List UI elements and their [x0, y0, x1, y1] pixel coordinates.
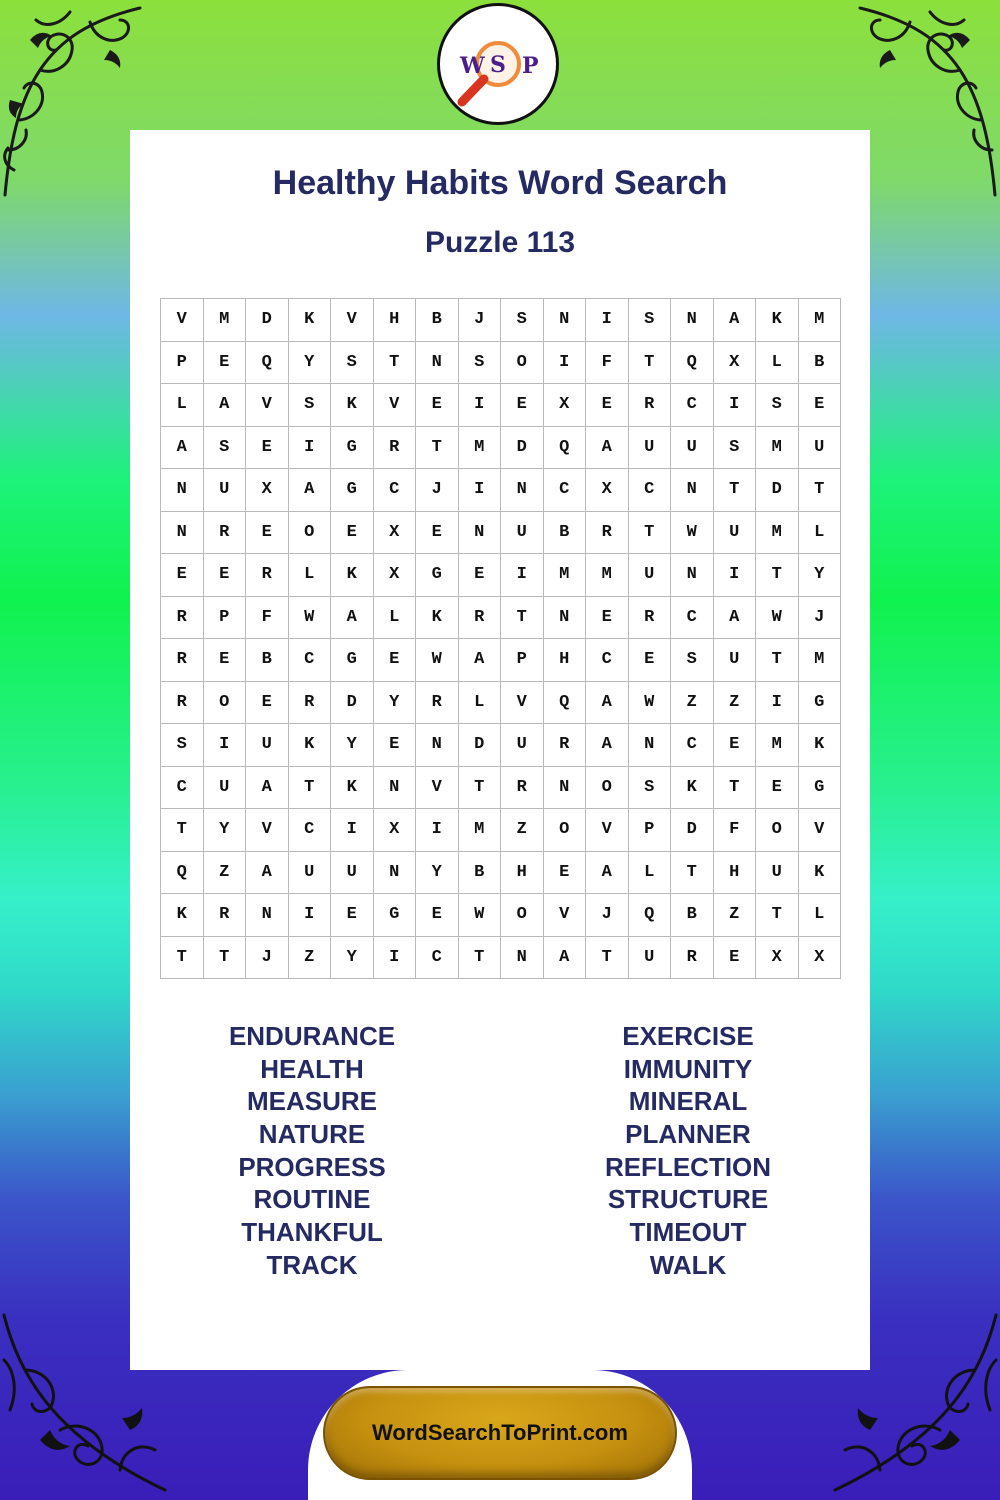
grid-cell[interactable]: D: [756, 469, 799, 512]
corner-ornament-top-right: [850, 0, 1000, 200]
grid-cell[interactable]: A: [586, 427, 629, 470]
grid-cell[interactable]: I: [459, 469, 502, 512]
grid-cell[interactable]: K: [756, 299, 799, 342]
grid-cell[interactable]: G: [416, 554, 459, 597]
grid-cell[interactable]: E: [544, 852, 587, 895]
word-list-left-column: [162, 1020, 462, 1282]
grid-cell[interactable]: A: [586, 682, 629, 725]
grid-cell[interactable]: S: [629, 299, 672, 342]
grid-cell[interactable]: C: [289, 809, 332, 852]
grid-cell[interactable]: U: [714, 512, 757, 555]
grid-cell[interactable]: K: [331, 767, 374, 810]
grid-cell[interactable]: R: [204, 894, 247, 937]
grid-cell[interactable]: Q: [671, 342, 714, 385]
grid-cell[interactable]: B: [416, 299, 459, 342]
grid-cell[interactable]: E: [714, 937, 757, 980]
grid-cell[interactable]: E: [714, 724, 757, 767]
word-list-item: MINERAL: [628, 1086, 748, 1117]
grid-cell[interactable]: Z: [289, 937, 332, 980]
grid-cell[interactable]: N: [544, 597, 587, 640]
grid-cell[interactable]: L: [374, 597, 417, 640]
word-list-right-column: [538, 1020, 838, 1282]
wsp-logo[interactable]: [437, 3, 559, 125]
grid-cell[interactable]: T: [629, 342, 672, 385]
grid-cell[interactable]: K: [799, 852, 842, 895]
grid-cell[interactable]: P: [629, 809, 672, 852]
grid-cell[interactable]: V: [374, 384, 417, 427]
grid-cell[interactable]: K: [289, 299, 332, 342]
grid-cell[interactable]: E: [204, 639, 247, 682]
grid-cell[interactable]: N: [246, 894, 289, 937]
grid-cell[interactable]: X: [374, 554, 417, 597]
grid-cell[interactable]: O: [586, 767, 629, 810]
grid-cell[interactable]: L: [459, 682, 502, 725]
letter-grid[interactable]: [160, 298, 841, 979]
corner-ornament-top-left: [0, 0, 150, 200]
grid-cell[interactable]: U: [756, 852, 799, 895]
grid-cell[interactable]: W: [289, 597, 332, 640]
grid-cell[interactable]: L: [161, 384, 204, 427]
grid-cell[interactable]: W: [756, 597, 799, 640]
grid-cell[interactable]: U: [799, 427, 842, 470]
grid-cell[interactable]: A: [161, 427, 204, 470]
grid-cell[interactable]: V: [544, 894, 587, 937]
grid-cell[interactable]: Q: [544, 427, 587, 470]
grid-cell[interactable]: R: [629, 384, 672, 427]
grid-cell[interactable]: I: [331, 809, 374, 852]
grid-cell[interactable]: Y: [799, 554, 842, 597]
grid-cell[interactable]: R: [161, 639, 204, 682]
grid-cell[interactable]: N: [374, 767, 417, 810]
grid-cell[interactable]: N: [671, 554, 714, 597]
grid-cell[interactable]: T: [161, 809, 204, 852]
grid-cell[interactable]: M: [756, 724, 799, 767]
grid-cell[interactable]: V: [246, 384, 289, 427]
grid-cell[interactable]: K: [671, 767, 714, 810]
grid-cell[interactable]: I: [714, 384, 757, 427]
grid-cell[interactable]: U: [501, 724, 544, 767]
grid-cell[interactable]: R: [459, 597, 502, 640]
grid-cell[interactable]: E: [586, 384, 629, 427]
grid-cell[interactable]: T: [204, 937, 247, 980]
grid-cell[interactable]: W: [416, 639, 459, 682]
grid-cell[interactable]: D: [671, 809, 714, 852]
grid-cell[interactable]: K: [289, 724, 332, 767]
word-list-item: HEALTH: [260, 1053, 364, 1084]
grid-cell[interactable]: H: [374, 299, 417, 342]
grid-cell[interactable]: Q: [246, 342, 289, 385]
grid-cell[interactable]: W: [629, 682, 672, 725]
grid-cell[interactable]: S: [161, 724, 204, 767]
grid-cell[interactable]: N: [459, 512, 502, 555]
grid-cell[interactable]: E: [204, 342, 247, 385]
grid-cell[interactable]: Q: [161, 852, 204, 895]
grid-cell[interactable]: T: [756, 639, 799, 682]
grid-cell[interactable]: I: [544, 342, 587, 385]
grid-cell[interactable]: M: [459, 809, 502, 852]
grid-cell[interactable]: X: [586, 469, 629, 512]
grid-cell[interactable]: A: [586, 724, 629, 767]
grid-cell[interactable]: S: [331, 342, 374, 385]
grid-cell[interactable]: H: [501, 852, 544, 895]
grid-cell[interactable]: V: [246, 809, 289, 852]
grid-cell[interactable]: A: [459, 639, 502, 682]
grid-cell[interactable]: R: [586, 512, 629, 555]
grid-cell[interactable]: X: [374, 809, 417, 852]
grid-cell[interactable]: K: [331, 554, 374, 597]
grid-cell[interactable]: T: [161, 937, 204, 980]
grid-cell[interactable]: E: [586, 597, 629, 640]
logo-letter-p: P: [522, 53, 539, 79]
grid-cell[interactable]: U: [246, 724, 289, 767]
grid-cell[interactable]: E: [416, 512, 459, 555]
grid-cell[interactable]: B: [671, 894, 714, 937]
grid-cell[interactable]: N: [671, 299, 714, 342]
grid-cell[interactable]: U: [331, 852, 374, 895]
grid-cell[interactable]: E: [501, 384, 544, 427]
grid-cell[interactable]: Y: [416, 852, 459, 895]
grid-cell[interactable]: I: [586, 299, 629, 342]
grid-cell[interactable]: A: [246, 767, 289, 810]
grid-cell[interactable]: A: [246, 852, 289, 895]
grid-cell[interactable]: I: [501, 554, 544, 597]
word-list-item: NATURE: [258, 1119, 366, 1150]
grid-cell[interactable]: E: [161, 554, 204, 597]
grid-cell[interactable]: T: [289, 767, 332, 810]
puzzle-sheet: [130, 130, 870, 1370]
grid-cell[interactable]: J: [799, 597, 842, 640]
grid-cell[interactable]: A: [714, 597, 757, 640]
grid-cell[interactable]: Y: [289, 342, 332, 385]
grid-cell[interactable]: V: [331, 299, 374, 342]
word-list-item: ROUTINE: [253, 1184, 371, 1215]
grid-cell[interactable]: A: [586, 852, 629, 895]
grid-cell[interactable]: O: [501, 342, 544, 385]
grid-cell[interactable]: O: [289, 512, 332, 555]
word-list-item: PLANNER: [625, 1119, 751, 1150]
grid-cell[interactable]: W: [671, 512, 714, 555]
grid-cell[interactable]: F: [246, 597, 289, 640]
grid-cell[interactable]: S: [671, 639, 714, 682]
grid-cell[interactable]: C: [586, 639, 629, 682]
grid-cell[interactable]: T: [799, 469, 842, 512]
grid-cell[interactable]: P: [501, 639, 544, 682]
grid-cell[interactable]: D: [459, 724, 502, 767]
grid-cell[interactable]: I: [416, 809, 459, 852]
grid-cell[interactable]: E: [331, 512, 374, 555]
grid-cell[interactable]: F: [586, 342, 629, 385]
grid-cell[interactable]: L: [756, 342, 799, 385]
grid-cell[interactable]: N: [544, 767, 587, 810]
grid-cell[interactable]: F: [714, 809, 757, 852]
grid-cell[interactable]: D: [331, 682, 374, 725]
grid-cell[interactable]: R: [501, 767, 544, 810]
grid-cell[interactable]: E: [416, 384, 459, 427]
word-list-item: MEASURE: [246, 1086, 377, 1117]
grid-cell[interactable]: R: [289, 682, 332, 725]
grid-cell[interactable]: C: [544, 469, 587, 512]
grid-cell[interactable]: G: [331, 427, 374, 470]
grid-cell[interactable]: S: [459, 342, 502, 385]
grid-cell[interactable]: B: [544, 512, 587, 555]
word-list-item: TIMEOUT: [629, 1217, 747, 1248]
grid-cell[interactable]: C: [671, 597, 714, 640]
grid-cell[interactable]: J: [416, 469, 459, 512]
grid-cell[interactable]: U: [204, 469, 247, 512]
grid-cell[interactable]: B: [459, 852, 502, 895]
grid-cell[interactable]: T: [586, 937, 629, 980]
grid-cell[interactable]: L: [629, 852, 672, 895]
grid-cell[interactable]: T: [629, 512, 672, 555]
website-button[interactable]: WordSearchToPrint.com: [323, 1386, 677, 1480]
grid-cell[interactable]: E: [416, 894, 459, 937]
grid-cell[interactable]: C: [161, 767, 204, 810]
grid-cell[interactable]: L: [799, 512, 842, 555]
grid-cell[interactable]: E: [374, 724, 417, 767]
grid-cell[interactable]: T: [374, 342, 417, 385]
word-list-item: STRUCTURE: [607, 1184, 769, 1215]
grid-cell[interactable]: S: [629, 767, 672, 810]
grid-cell[interactable]: U: [629, 554, 672, 597]
grid-cell[interactable]: A: [289, 469, 332, 512]
grid-cell[interactable]: R: [161, 682, 204, 725]
grid-cell[interactable]: N: [374, 852, 417, 895]
grid-cell[interactable]: Z: [714, 894, 757, 937]
grid-cell[interactable]: E: [331, 894, 374, 937]
grid-cell[interactable]: G: [799, 682, 842, 725]
grid-cell[interactable]: E: [799, 384, 842, 427]
grid-cell[interactable]: B: [246, 639, 289, 682]
grid-cell[interactable]: I: [756, 682, 799, 725]
grid-cell[interactable]: K: [799, 724, 842, 767]
grid-cell[interactable]: M: [544, 554, 587, 597]
grid-cell[interactable]: R: [671, 937, 714, 980]
grid-cell[interactable]: I: [459, 384, 502, 427]
grid-cell[interactable]: I: [204, 724, 247, 767]
grid-cell[interactable]: E: [459, 554, 502, 597]
grid-cell[interactable]: O: [756, 809, 799, 852]
grid-cell[interactable]: Y: [331, 937, 374, 980]
word-list-item: PROGRESS: [238, 1151, 386, 1182]
grid-cell[interactable]: E: [246, 512, 289, 555]
grid-cell[interactable]: X: [714, 342, 757, 385]
grid-cell[interactable]: N: [161, 512, 204, 555]
grid-cell[interactable]: Y: [374, 682, 417, 725]
grid-cell[interactable]: C: [671, 724, 714, 767]
grid-cell[interactable]: M: [799, 299, 842, 342]
grid-cell[interactable]: U: [714, 639, 757, 682]
logo-letter-w: W: [460, 53, 485, 79]
magnifier-icon: [440, 6, 556, 122]
word-list-item: WALK: [649, 1249, 727, 1280]
grid-cell[interactable]: W: [459, 894, 502, 937]
grid-cell[interactable]: A: [331, 597, 374, 640]
grid-cell[interactable]: H: [544, 639, 587, 682]
grid-cell[interactable]: N: [416, 724, 459, 767]
grid-cell[interactable]: A: [204, 384, 247, 427]
word-list-item: EXERCISE: [622, 1021, 754, 1051]
grid-cell[interactable]: T: [671, 852, 714, 895]
grid-cell[interactable]: N: [671, 469, 714, 512]
grid-cell[interactable]: A: [544, 937, 587, 980]
grid-cell[interactable]: O: [501, 894, 544, 937]
grid-cell[interactable]: N: [501, 469, 544, 512]
grid-cell[interactable]: E: [204, 554, 247, 597]
grid-cell[interactable]: C: [289, 639, 332, 682]
grid-cell[interactable]: J: [586, 894, 629, 937]
grid-cell[interactable]: T: [459, 767, 502, 810]
grid-cell[interactable]: G: [374, 894, 417, 937]
grid-cell[interactable]: T: [416, 427, 459, 470]
grid-cell[interactable]: D: [501, 427, 544, 470]
grid-cell[interactable]: V: [161, 299, 204, 342]
grid-cell[interactable]: Z: [501, 809, 544, 852]
grid-cell[interactable]: S: [204, 427, 247, 470]
grid-cell[interactable]: I: [289, 894, 332, 937]
grid-cell[interactable]: E: [246, 682, 289, 725]
grid-cell[interactable]: K: [331, 384, 374, 427]
grid-cell[interactable]: Z: [671, 682, 714, 725]
page-title: Healthy Habits Word Search: [272, 164, 728, 202]
grid-cell[interactable]: T: [714, 767, 757, 810]
logo-letter-s: S: [490, 52, 506, 78]
grid-cell[interactable]: E: [756, 767, 799, 810]
grid-cell[interactable]: S: [289, 384, 332, 427]
grid-cell[interactable]: M: [756, 512, 799, 555]
grid-cell[interactable]: E: [629, 639, 672, 682]
grid-cell[interactable]: L: [289, 554, 332, 597]
grid-cell[interactable]: R: [161, 597, 204, 640]
grid-cell[interactable]: S: [714, 427, 757, 470]
grid-cell[interactable]: C: [374, 469, 417, 512]
grid-cell[interactable]: N: [544, 299, 587, 342]
grid-cell[interactable]: C: [629, 469, 672, 512]
grid-cell[interactable]: Q: [544, 682, 587, 725]
grid-cell[interactable]: I: [289, 427, 332, 470]
grid-cell[interactable]: G: [799, 767, 842, 810]
grid-cell[interactable]: C: [671, 384, 714, 427]
grid-cell[interactable]: K: [161, 894, 204, 937]
grid-cell[interactable]: R: [246, 554, 289, 597]
grid-cell[interactable]: U: [629, 937, 672, 980]
word-list-item: TRACK: [266, 1249, 358, 1280]
grid-cell[interactable]: R: [544, 724, 587, 767]
grid-cell[interactable]: T: [714, 469, 757, 512]
grid-cell[interactable]: P: [161, 342, 204, 385]
grid-cell[interactable]: L: [799, 894, 842, 937]
word-list-item: ENDURANCE: [228, 1021, 396, 1051]
grid-cell[interactable]: X: [799, 937, 842, 980]
grid-cell[interactable]: X: [374, 512, 417, 555]
grid-cell[interactable]: V: [416, 767, 459, 810]
grid-cell[interactable]: X: [544, 384, 587, 427]
grid-cell[interactable]: T: [501, 597, 544, 640]
grid-cell[interactable]: U: [671, 427, 714, 470]
grid-cell[interactable]: B: [799, 342, 842, 385]
grid-cell[interactable]: O: [544, 809, 587, 852]
grid-cell[interactable]: R: [374, 427, 417, 470]
grid-cell[interactable]: V: [586, 809, 629, 852]
grid-cell[interactable]: S: [756, 384, 799, 427]
grid-cell[interactable]: I: [714, 554, 757, 597]
grid-cell[interactable]: Y: [331, 724, 374, 767]
word-list-item: IMMUNITY: [623, 1053, 753, 1084]
grid-cell[interactable]: U: [501, 512, 544, 555]
grid-cell[interactable]: R: [204, 512, 247, 555]
grid-cell[interactable]: R: [629, 597, 672, 640]
grid-cell[interactable]: K: [416, 597, 459, 640]
grid-cell[interactable]: G: [331, 469, 374, 512]
grid-cell[interactable]: Z: [714, 682, 757, 725]
grid-cell[interactable]: M: [756, 427, 799, 470]
grid-cell[interactable]: Z: [204, 852, 247, 895]
grid-cell[interactable]: N: [416, 342, 459, 385]
grid-cell[interactable]: M: [799, 639, 842, 682]
grid-cell[interactable]: A: [714, 299, 757, 342]
grid-cell[interactable]: Y: [204, 809, 247, 852]
grid-cell[interactable]: U: [289, 852, 332, 895]
grid-cell[interactable]: U: [629, 427, 672, 470]
grid-cell[interactable]: S: [501, 299, 544, 342]
grid-cell[interactable]: Q: [629, 894, 672, 937]
grid-cell[interactable]: O: [204, 682, 247, 725]
grid-cell[interactable]: D: [246, 299, 289, 342]
grid-cell[interactable]: G: [331, 639, 374, 682]
grid-cell[interactable]: M: [586, 554, 629, 597]
grid-cell[interactable]: C: [416, 937, 459, 980]
grid-cell[interactable]: T: [756, 554, 799, 597]
grid-cell[interactable]: V: [799, 809, 842, 852]
grid-cell[interactable]: N: [501, 937, 544, 980]
grid-cell[interactable]: I: [374, 937, 417, 980]
grid-cell[interactable]: T: [459, 937, 502, 980]
grid-cell[interactable]: U: [204, 767, 247, 810]
grid-cell[interactable]: N: [629, 724, 672, 767]
word-list-item: REFLECTION: [604, 1151, 772, 1182]
grid-cell[interactable]: M: [459, 427, 502, 470]
grid-cell[interactable]: N: [161, 469, 204, 512]
grid-cell[interactable]: E: [374, 639, 417, 682]
grid-cell[interactable]: E: [246, 427, 289, 470]
grid-cell[interactable]: J: [246, 937, 289, 980]
grid-cell[interactable]: X: [246, 469, 289, 512]
grid-cell[interactable]: H: [714, 852, 757, 895]
puzzle-number: Puzzle 113: [424, 226, 576, 259]
grid-cell[interactable]: R: [416, 682, 459, 725]
grid-cell[interactable]: P: [204, 597, 247, 640]
grid-cell[interactable]: J: [459, 299, 502, 342]
word-list-item: THANKFUL: [241, 1217, 383, 1248]
grid-cell[interactable]: X: [756, 937, 799, 980]
grid-cell[interactable]: V: [501, 682, 544, 725]
grid-cell[interactable]: T: [756, 894, 799, 937]
grid-cell[interactable]: M: [204, 299, 247, 342]
